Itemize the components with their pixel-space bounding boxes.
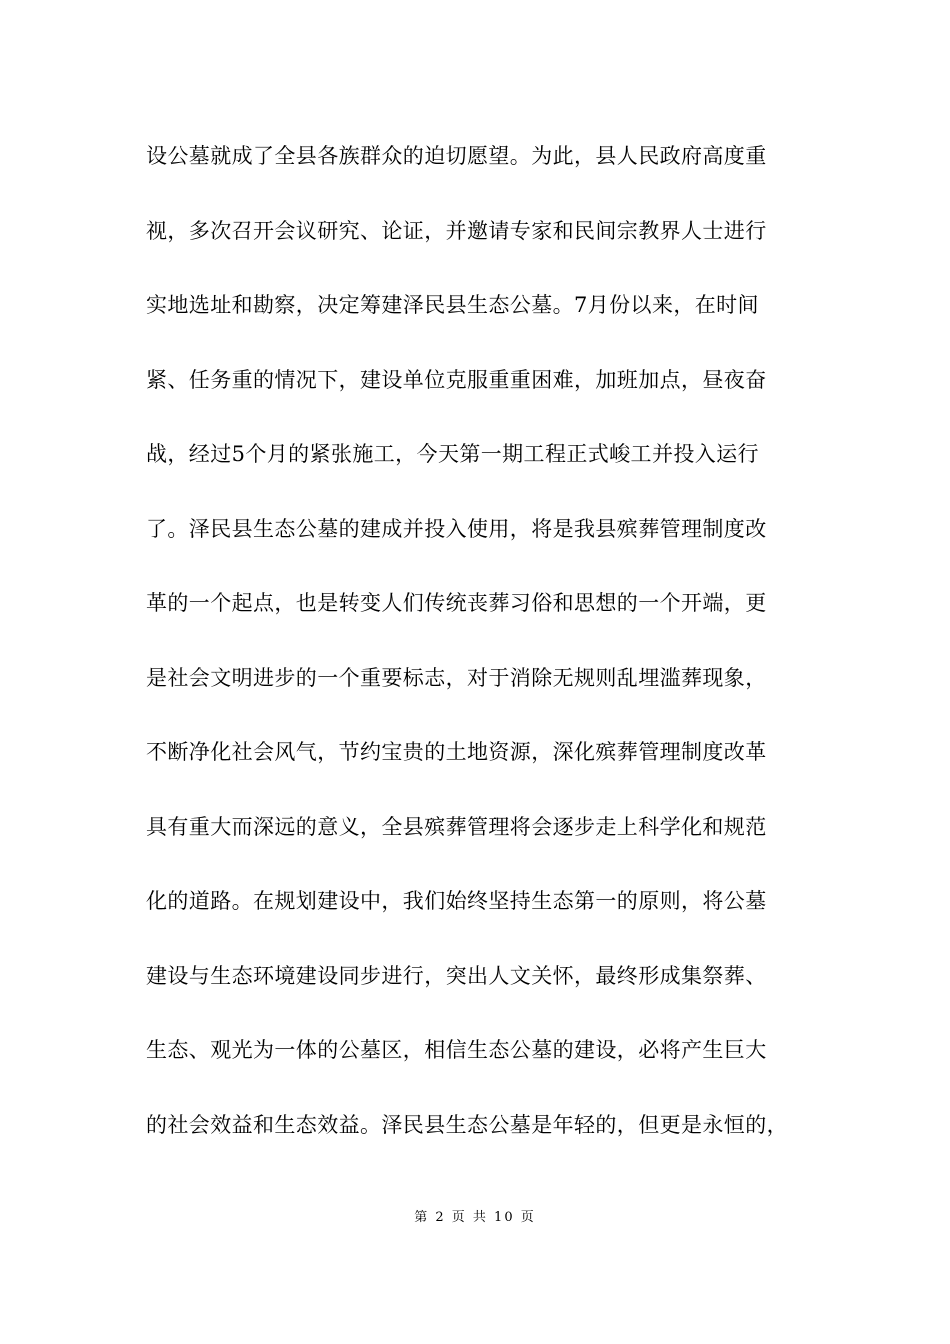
body-paragraph [146, 136, 826, 1179]
text-line: 不断净化社会风气，节约宝贵的土地资源，深化殡葬管理制度改革 [146, 740, 767, 764]
page-number-footer: 第 2 页 共 10 页 [414, 1210, 536, 1225]
text-line: 实地选址和勘察，决定筹建泽民县生态公墓。7月份以来，在时间 [146, 293, 759, 317]
text-line: 化的道路。在规划建设中，我们始终坚持生态第一的原则，将公墓 [146, 889, 767, 913]
text-line: 了。泽民县生态公墓的建成并投入使用，将是我县殡葬管理制度改 [146, 516, 767, 541]
text-line: 战，经过5个月的紧张施工，今天第一期工程正式峻工并投入运行 [146, 442, 759, 466]
text-line: 是社会文明进步的一个重要标志，对于消除无规则乱埋滥葬现象， [146, 665, 767, 690]
text-line: 视，多次召开会议研究、论证，并邀请专家和民间宗教界人士进行 [146, 218, 767, 243]
text-line: 具有重大而深远的意义，全县殡葬管理将会逐步走上科学化和规范 [146, 814, 767, 839]
text-line: 革的一个起点，也是转变人们传统丧葬习俗和思想的一个开端，更 [146, 591, 767, 615]
text-line: 的社会效益和生态效益。泽民县生态公墓是年轻的，但更是永恒的， [146, 1112, 788, 1137]
text-line: 生态、观光为一体的公墓区，相信生态公墓的建设，必将产生巨大 [146, 1038, 767, 1062]
text-line: 紧、任务重的情况下，建设单位克服重重困难，加班加点，昼夜奋 [146, 367, 767, 392]
text-line: 建设与生态环境建设同步进行，突出人文关怀，最终形成集祭葬、 [146, 963, 767, 988]
text-line: 设公墓就成了全县各族群众的迫切愿望。为此，县人民政府高度重 [146, 144, 767, 168]
